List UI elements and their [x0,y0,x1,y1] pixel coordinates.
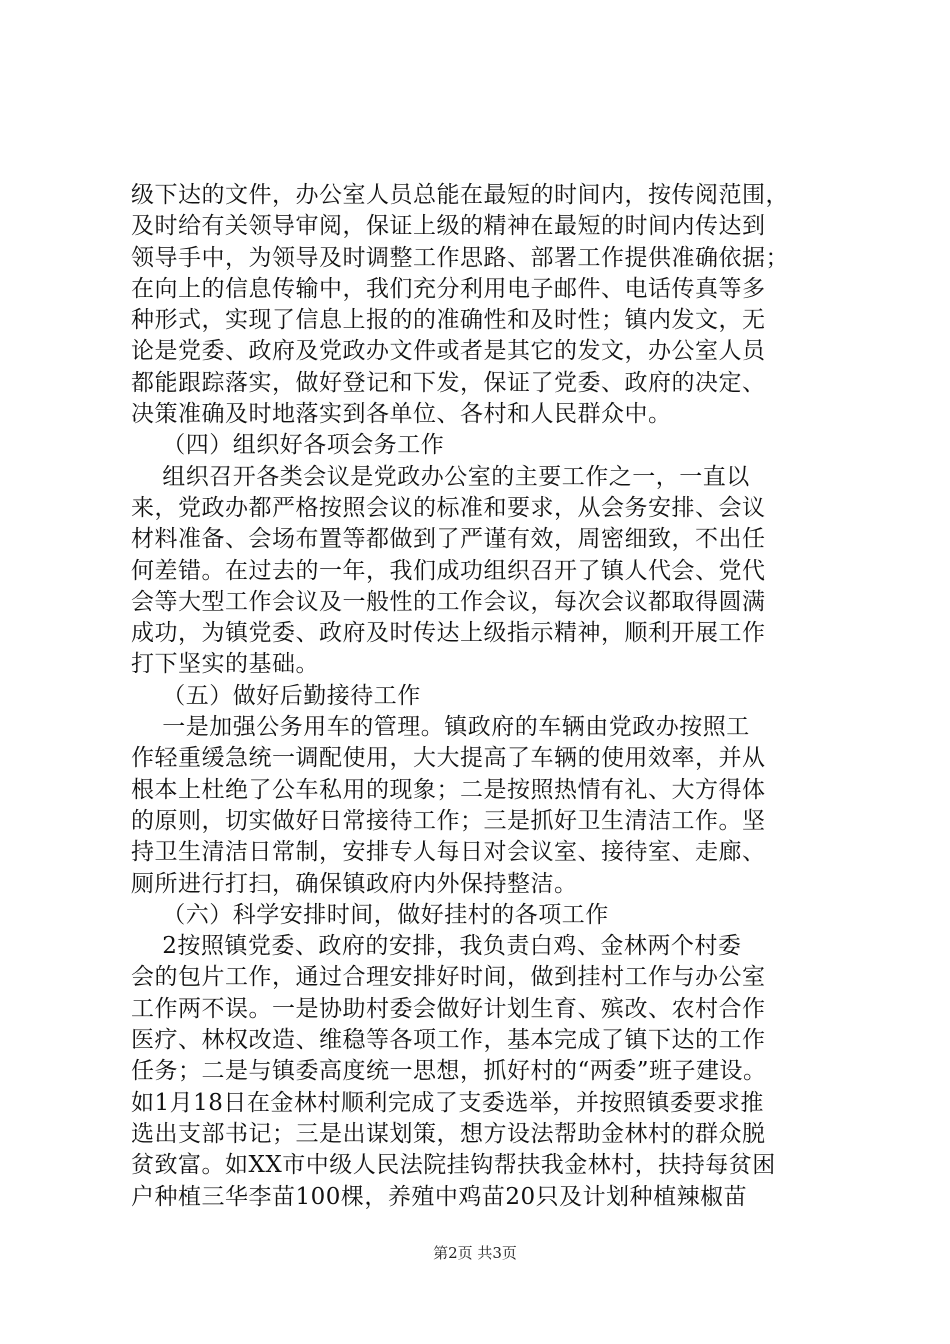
text-line: 种形式，实现了信息上报的的准确性和及时性；镇内发文，无 [131,307,766,334]
section-heading: （六）科学安排时间，做好挂村的各项工作 [131,901,609,928]
text-line: 会的包片工作，通过合理安排好时间，做到挂村工作与办公室 [131,964,766,991]
text-line: 选出支部书记；三是出谋划策，想方设法帮助金林村的群众脱 [131,1120,766,1147]
text-line: 及时给有关领导审阅，保证上级的精神在最短的时间内传达到 [131,213,766,240]
section-heading: （四）组织好各项会务工作 [131,432,445,459]
text-line: 打下坚实的基础。 [131,651,319,678]
text-line: 户种植三华李苗100棵，养殖中鸡苗20只及计划种植辣椒苗 [131,1183,748,1210]
text-line: 会等大型工作会议及一般性的工作会议，每次会议都取得圆满 [131,588,766,615]
text-line: 任务；二是与镇委高度统一思想，抓好村的“两委”班子建设。 [131,1058,767,1085]
text-line: 贫致富。如XX市中级人民法院挂钩帮扶我金林村，扶持每贫困 [131,1152,776,1179]
text-line: 领导手中，为领导及时调整工作思路、部署工作提供准确依据； [131,244,789,271]
text-line: 何差错。在过去的一年，我们成功组织召开了镇人代会、党代 [131,557,766,584]
text-line: 组织召开各类会议是党政办公室的主要工作之一，一直以 [131,463,750,490]
text-line: 在向上的信息传输中，我们充分利用电子邮件、电话传真等多 [131,275,766,302]
text-line: 论是党委、政府及党政办文件或者是其它的发文，办公室人员 [131,338,766,365]
text-line: 医疗、林权改造、维稳等各项工作，基本完成了镇下达的工作 [131,1027,766,1054]
text-line: 持卫生清洁日常制，安排专人每日对会议室、接待室、走廊、 [131,839,766,866]
text-line: 材料准备、会场布置等都做到了严谨有效，周密细致，不出任 [131,526,766,553]
text-line: 根本上杜绝了公车私用的现象；二是按照热情有礼、大方得体 [131,776,766,803]
text-line: 成功，为镇党委、政府及时传达上级指示精神，顺利开展工作 [131,620,766,647]
text-line: 作轻重缓急统一调配使用，大大提高了车辆的使用效率，并从 [131,745,766,772]
text-line: 一是加强公务用车的管理。镇政府的车辆由党政办按照工 [131,714,750,741]
text-line: 2按照镇党委、政府的安排，我负责白鸡、金林两个村委 [131,933,742,960]
text-line: 决策准确及时地落实到各单位、各村和人民群众中。 [131,401,672,428]
section-heading: （五）做好后勤接待工作 [131,682,421,709]
page-number-footer: 第2页 共3页 [433,1244,517,1262]
text-line: 级下达的文件，办公室人员总能在最短的时间内，按传阅范围， [131,182,789,208]
document-body [131,180,843,1213]
text-line: 来，党政办都严格按照会议的标准和要求，从会务安排、会议 [131,494,766,521]
text-line: 如1月18日在金林村顺利完成了支委选举，并按照镇委要求推 [131,1089,764,1116]
text-line: 的原则，切实做好日常接待工作；三是抓好卫生清洁工作。坚 [131,807,766,834]
text-line: 都能跟踪落实，做好登记和下发，保证了党委、政府的决定、 [131,369,766,396]
text-line: 厕所进行打扫，确保镇政府内外保持整洁。 [131,870,578,897]
text-line: 工作两不误。一是协助村委会做好计划生育、殡改、农村合作 [131,995,766,1022]
